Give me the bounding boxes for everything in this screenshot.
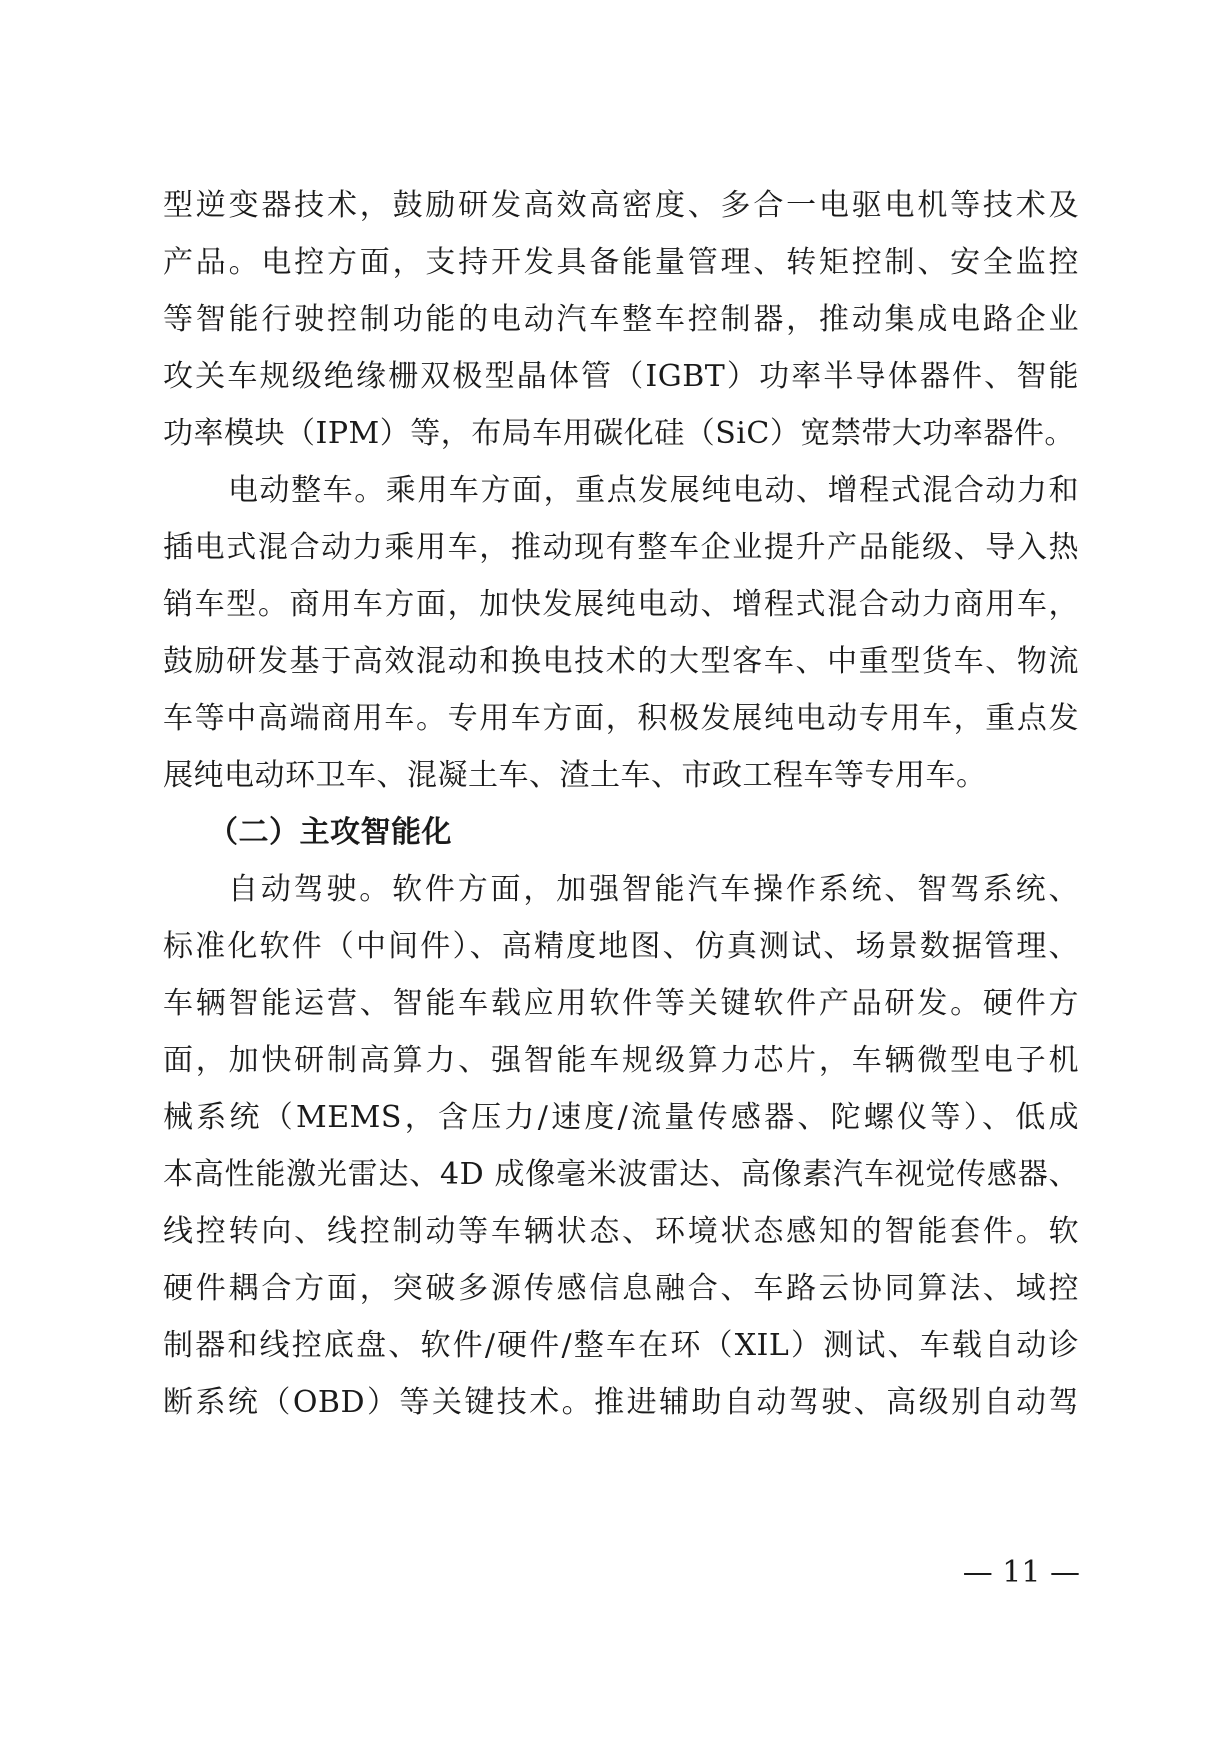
section-heading: （二）主攻智能化 xyxy=(208,815,452,850)
text-line: 型逆变器技术，鼓励研发高效高密度、多合一电驱电机等技术及 xyxy=(163,188,1079,223)
text-line: 本高性能激光雷达、4D 成像毫米波雷达、高像素汽车视觉传感器、 xyxy=(163,1157,1079,1192)
text-line: 硬件耦合方面，突破多源传感信息融合、车路云协同算法、域控 xyxy=(163,1271,1079,1306)
text-line: 面，加快研制高算力、强智能车规级算力芯片，车辆微型电子机 xyxy=(163,1043,1079,1078)
text-line: 展纯电动环卫车、混凝土车、渣土车、市政工程车等专用车。 xyxy=(163,758,987,793)
text-line: 等智能行驶控制功能的电动汽车整车控制器，推动集成电路企业 xyxy=(163,302,1079,337)
text-line: 电动整车。乘用车方面，重点发展纯电动、增程式混合动力和 xyxy=(228,473,1079,508)
text-line: 鼓励研发基于高效混动和换电技术的大型客车、中重型货车、物流 xyxy=(163,644,1079,679)
text-line: 功率模块（IPM）等，布局车用碳化硅（SiC）宽禁带大功率器件。 xyxy=(163,416,1075,451)
text-line: 自动驾驶。软件方面，加强智能汽车操作系统、智驾系统、 xyxy=(228,872,1079,907)
text-line: 车等中高端商用车。专用车方面，积极发展纯电动专用车，重点发 xyxy=(163,701,1079,736)
page-number: — 11 — xyxy=(962,1555,1080,1590)
text-line: 械系统（MEMS，含压力/速度/流量传感器、陀螺仪等）、低成 xyxy=(163,1100,1079,1135)
text-line: 标准化软件（中间件）、高精度地图、仿真测试、场景数据管理、 xyxy=(163,929,1079,964)
text-line: 车辆智能运营、智能车载应用软件等关键软件产品研发。硬件方 xyxy=(163,986,1079,1021)
text-line: 线控转向、线控制动等车辆状态、环境状态感知的智能套件。软 xyxy=(163,1214,1079,1249)
text-line: 制器和线控底盘、软件/硬件/整车在环（XIL）测试、车载自动诊 xyxy=(163,1328,1079,1363)
text-line: 断系统（OBD）等关键技术。推进辅助自动驾驶、高级别自动驾 xyxy=(163,1385,1079,1420)
text-line: 插电式混合动力乘用车，推动现有整车企业提升产品能级、导入热 xyxy=(163,530,1079,565)
text-line: 销车型。商用车方面，加快发展纯电动、增程式混合动力商用车， xyxy=(163,587,1079,622)
text-line: 产品。电控方面，支持开发具备能量管理、转矩控制、安全监控 xyxy=(163,245,1079,280)
text-line: 攻关车规级绝缘栅双极型晶体管（IGBT）功率半导体器件、智能 xyxy=(163,359,1079,394)
